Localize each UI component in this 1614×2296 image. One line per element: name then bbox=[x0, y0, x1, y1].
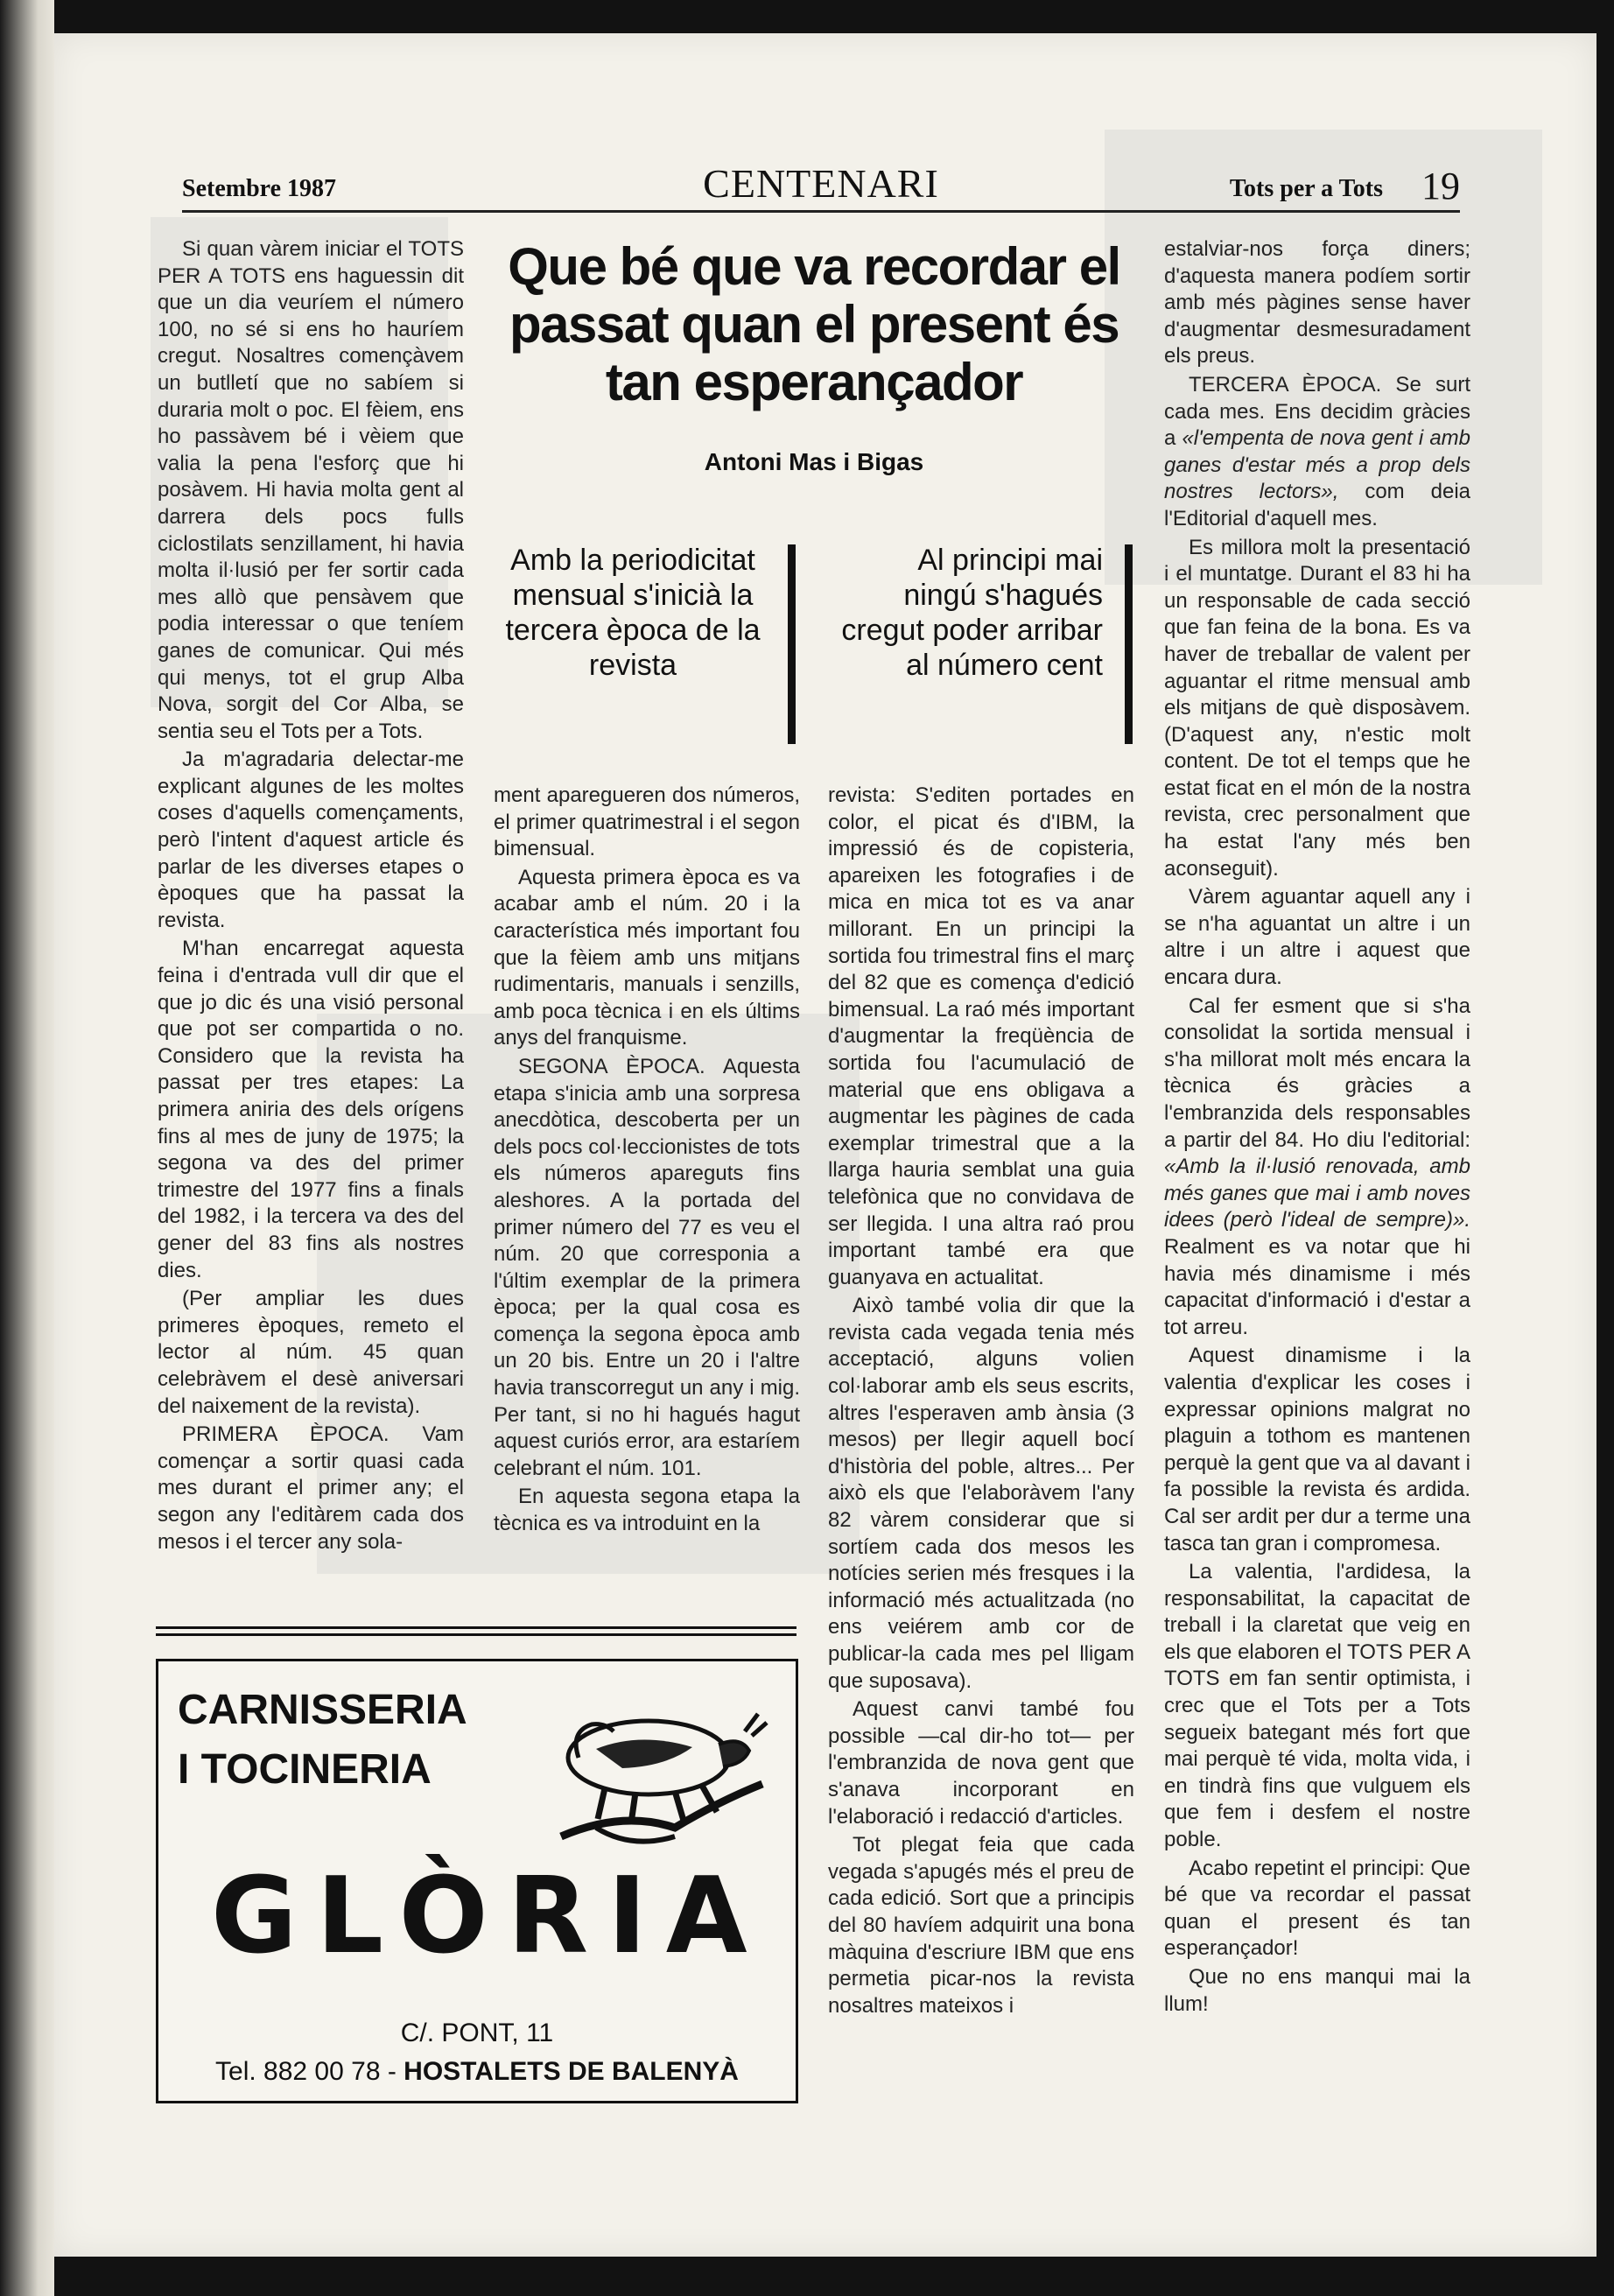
paragraph: Vàrem aguantar aquell any i se n'ha aguantat un altre i un altre i un altre i aquest que encara dura. bbox=[1164, 885, 1470, 990]
paragraph: En aquesta segona etapa la tècnica es va introduint en la bbox=[494, 1485, 800, 1536]
paragraph: (Per ampliar les dues primeres èpoques, remeto el lector al núm. 45 quan celebràvem el desè aniversari del naixement de la revista). bbox=[158, 1287, 464, 1418]
editorial-quote: «l'empenta de nova gent i amb ganes d'estar més a prop dels nostres lectors», bbox=[1164, 426, 1471, 504]
butcher-advert bbox=[156, 1659, 798, 2103]
paragraph: Aquest canvi també fou possible —cal dir-ho tot— per l'embranzida de nova gent que s'anava incorporant en l'elaboració i redacció d'articles. bbox=[828, 1697, 1134, 1829]
text-run: Realment es va notar que hi havia més dinamisme i més capacitat d'informació i d'estar a tot arreu. bbox=[1164, 1234, 1470, 1339]
page-fold bbox=[0, 0, 54, 2296]
pullquote-1: Amb la periodicitat mensual s'inicià la tercera època de la revista bbox=[505, 544, 761, 682]
text-run: TERCERA ÈPOCA. Se surt cada mes. Ens decidim gràcies a bbox=[1164, 372, 1470, 451]
paragraph: Ja m'agradaria delectar-me explicant algunes de les moltes coses d'aquells començaments, però l'intent d'aquest article és parlar de les diverses etapes o èpoques que ha passat la revista. bbox=[158, 748, 464, 932]
paragraph: La valentia, l'ardidesa, la responsabilitat, la capacitat de treball i la claretat que veig en els que elaboren el TOTS PER A TOTS em fan sentir optimista, i crec que el Tots per a Tots segueix bategant més fort que mai perquè té vida, molta vida, i en tindrà fins que vulguem els que fem i desfem el nostre poble. bbox=[1164, 1560, 1470, 1852]
advert-line-1: CARNISSERIA bbox=[178, 1687, 467, 1733]
article-column-3 bbox=[828, 783, 1134, 2021]
paragraph: M'han encarregat aquesta feina i d'entrada vull dir que el que jo dic és una visió personal que pot ser compartida o no. Considero que la revista ha passat per tres etapes: La primera aniria des dels orígens fins al mes de juny de 1975; la segona va des del primer trimestre del 1977 fins a finals del 1982, i la tercera va des del gener del 83 fins als nostres dies. bbox=[158, 937, 464, 1282]
section-title: CENTENARI bbox=[703, 161, 939, 206]
shop-address: C/. PONT, 11 bbox=[400, 2019, 554, 2047]
article-title: Que bé que va recordar el passat quan el present és tan esperançador bbox=[508, 237, 1120, 411]
paragraph: PRIMERA ÈPOCA. Vam començar a sortir quasi cada mes durant el primer any; el segon any l'editàrem cada dos mesos i el tercer any sola- bbox=[158, 1422, 464, 1554]
paragraph bbox=[1164, 994, 1470, 1342]
shop-contact bbox=[158, 2057, 796, 2087]
shop-phone: Tel. 882 00 78 - bbox=[215, 2057, 404, 2086]
issue-date: Setembre 1987 bbox=[182, 175, 336, 202]
paragraph: revista: S'editen portades en color, el picat és d'IBM, la impressió és de copisteria, apareixen les fotografies i de mica en mica tot es va anar millorant. En un principi la sortida fou trimestral fins el març del 82 que es comença d'edició bimensual. La raó més important d'augmentar la freqüència de sortida fou l'acumulació de material que ens obligava a augmentar les pàgines de cada exemplar trimestral que a la llarga hauria semblat una guia telefònica que no convidava de ser llegida. I una altra raó prou important també era que guanyava en actualitat. bbox=[828, 783, 1134, 1289]
paragraph: Aquest dinamisme i la valentia d'explicar les coses i expressar opinions malgrat no plaguin a tothom es mantenen perquè la gent que va al davant i fa possible la revista és ardida. Cal ser ardit per dur a terme una tasca tan gran i compromesa. bbox=[1164, 1344, 1470, 1555]
publication-name: Tots per a Tots bbox=[1229, 175, 1383, 202]
text-run: Cal fer esment que si s'ha consolidat la sortida mensual i s'ha millorat molt més encara la tècnica és gràcies a l'embranzida dels responsables a partir del 84. Ho diu l'editorial: bbox=[1164, 994, 1470, 1152]
paragraph: Si quan vàrem iniciar el TOTS PER A TOTS ens haguessin dit que un dia veuríem el número 100, no sé si ens ho hauríem cregut. Nosaltres començàvem un butlletí que no sabíem si duraria molt o poc. El fèiem, ens ho passàvem bé i vèiem que valia la pena l'esforç que hi posàvem. Hi havia molta gent al darrera dels pocs fulls ciclostilats senzillament, hi havia molta il·lusió per fer sortir cada mes allò que pensàvem que podia interessar o que teníem ganes de comunicar. Qui més qui menys, tot el grup Alba Nova, sorgit del Cor Alba, se sentia seu el Tots per a Tots. bbox=[158, 237, 464, 743]
advert-line-2: I TOCINERIA bbox=[178, 1746, 432, 1793]
paragraph: Això també volia dir que la revista cada vegada tenia més acceptació, alguns volien col·laborar amb els seus escrits, altres l'esperaven amb ànsia (3 mesos) per llegir aquell bocí d'història del poble, altres... Per això els que l'elaboràvem l'any 82 vàrem considerar que si sortíem cada dos mesos les notícies serien més fresques i la informació més actualitzada (no ens veiérem amb cor de publicar-la cada mes pel lligam que suposava). bbox=[828, 1294, 1134, 1693]
pullquote-rule bbox=[1125, 544, 1133, 744]
paragraph: estalviar-nos força diners; d'aquesta manera podíem sortir amb més pàgines sense haver d'augmentar desmesuradament els preus. bbox=[1164, 237, 1470, 369]
text-run: com deia l'Editorial d'aquell mes. bbox=[1164, 480, 1470, 530]
paragraph: Que no ens manqui mai la llum! bbox=[1164, 1965, 1470, 2016]
shop-town: HOSTALETS DE BALENYÀ bbox=[404, 2057, 739, 2086]
divider bbox=[156, 1633, 796, 1636]
page-header bbox=[182, 156, 1460, 213]
page-number: 19 bbox=[1421, 165, 1460, 207]
editorial-quote: «Amb la il·lusió renovada, amb més ganes que mai i amb noves idees (però l'ideal de sempre)». bbox=[1164, 1155, 1470, 1232]
paragraph: Acabo repetint el principi: Que bé que va recordar el passat quan el present és tan esperançador! bbox=[1164, 1856, 1470, 1961]
paragraph: ment aparegueren dos números, el primer quatrimestral i el segon bimensual. bbox=[494, 783, 800, 861]
paragraph bbox=[1164, 372, 1470, 533]
divider bbox=[156, 1626, 796, 1629]
shop-name: GLÒRIA bbox=[211, 1856, 767, 1977]
article-column-4 bbox=[1164, 236, 1470, 2019]
paragraph: Es millora molt la presentació i el muntatge. Durant el 83 hi ha un responsable de cada secció que fan feina de la bona. Es va haver de treballar de valent per aguantar el ritme mensual amb els mitjans de què disposàvem. (D'aquest any, n'estic molt content. De tot el temps que he estat ficat en el món de la nostra revista, crec personalment que ha estat l'any més ben aconseguit). bbox=[1164, 535, 1470, 881]
article-column-2 bbox=[494, 783, 800, 1540]
article-author: Antoni Mas i Bigas bbox=[704, 448, 924, 475]
pullquote-2: Al principi mai ningú s'hagués cregut poder arribar al número cent bbox=[841, 544, 1103, 682]
article-column-1 bbox=[158, 236, 464, 1557]
pig-icon bbox=[544, 1696, 771, 1854]
pullquote-rule bbox=[788, 544, 796, 744]
paragraph: Aquesta primera època es va acabar amb el núm. 20 i la característica més important fou que la fèiem amb uns mitjans rudimentaris, manuals i senzills, amb poca tècnica i en els últims anys del franquisme. bbox=[494, 865, 800, 1050]
paragraph: Tot plegat feia que cada vegada s'apugés més el preu de cada edició. Sort que a principis del 80 havíem adquirit una bona màquina d'escriure IBM que ens permetia picar-nos la revista nosaltres mateixos i bbox=[828, 1833, 1134, 2018]
paragraph: SEGONA ÈPOCA. Aquesta etapa s'inicia amb una sorpresa anecdòtica, descoberta per un dels pocs col·leccionistes de tots els números apareguts fins aleshores. A la portada del primer número del 77 es veu el núm. 20 que corresponia a l'últim exemplar de la primera època; per la qual cosa es comença la segona època amb un 20 bis. Entre un 20 i l'altre havia transcorregut un any i mig. Per tant, si no hi hagués hagut aquest curiós error, ara estaríem celebrant el núm. 101. bbox=[494, 1054, 800, 1480]
